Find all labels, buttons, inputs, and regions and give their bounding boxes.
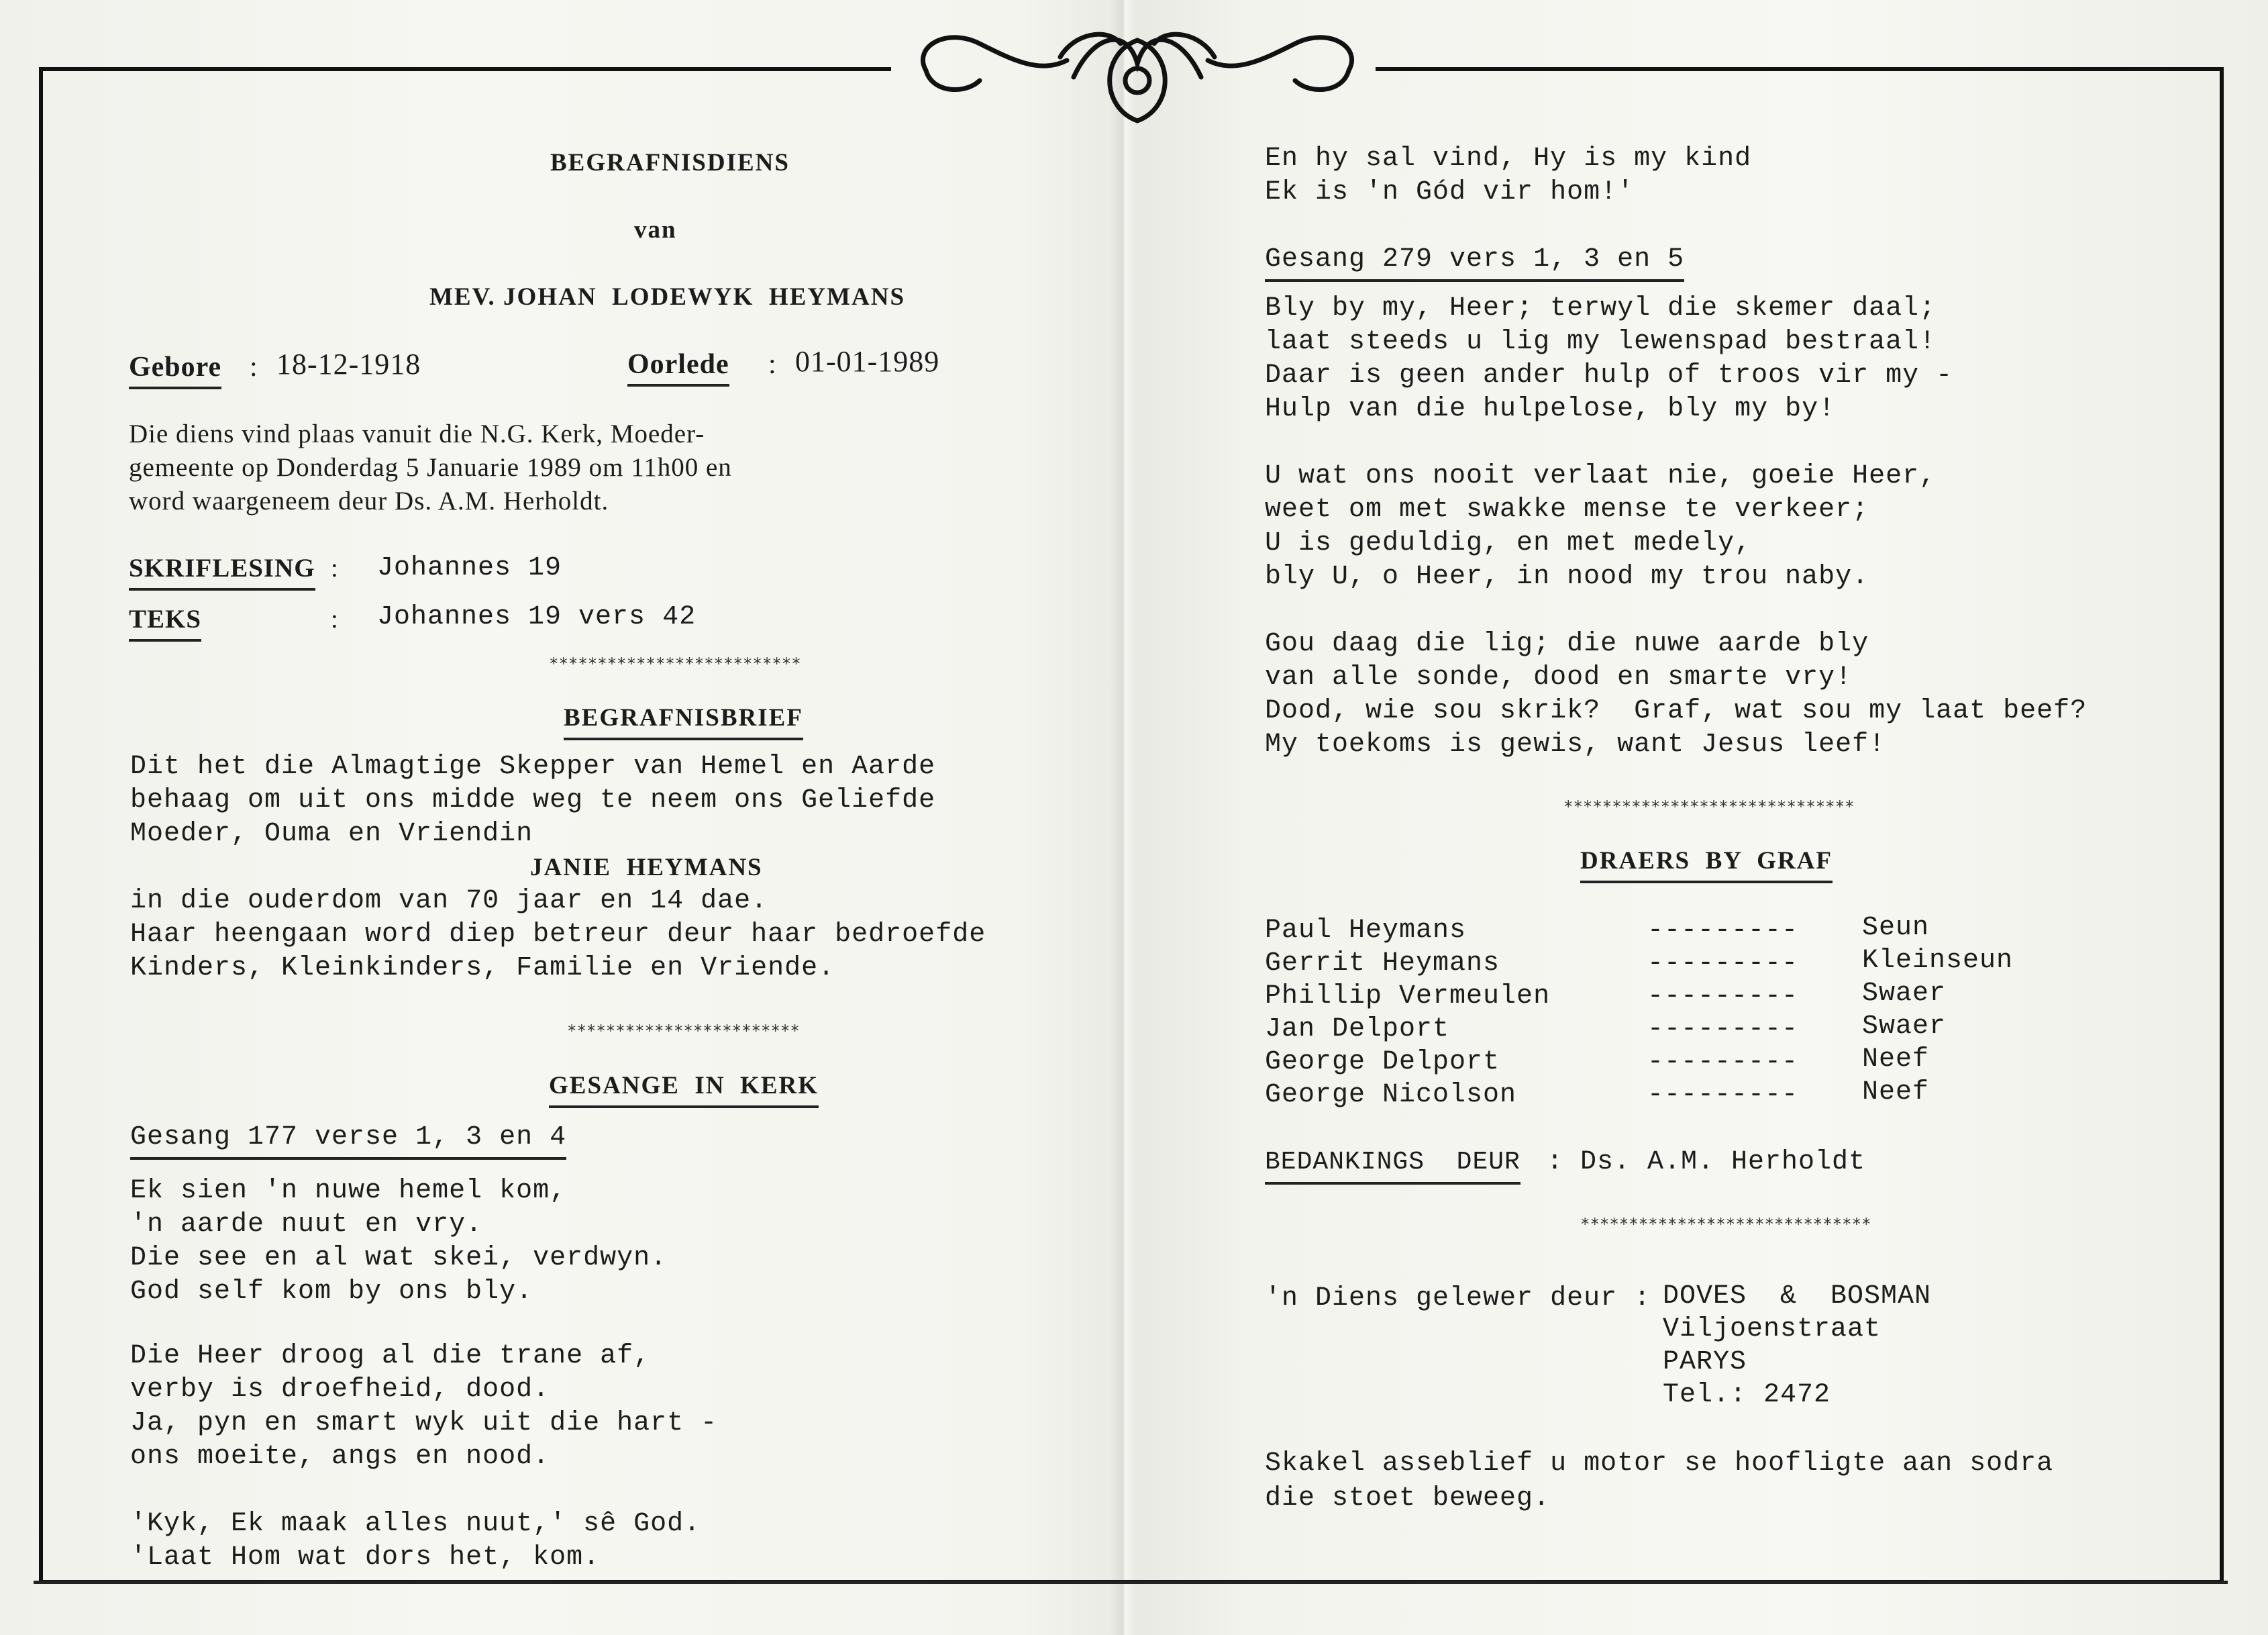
divider-stars-3: ****************************** — [1563, 797, 1855, 816]
bearer-relation: Neef — [1862, 1077, 1930, 1107]
letter-line-4: in die ouderdom van 70 jaar en 14 dae. — [130, 886, 768, 916]
bearer-relation: Neef — [1862, 1044, 1930, 1075]
letter-line-3: Moeder, Ouma en Vriendin — [130, 819, 533, 849]
hymn-cont-line-2: Ek is 'n Gód vir hom!' — [1265, 177, 1635, 207]
thanks-separator: : — [1547, 1147, 1564, 1177]
hymn-279-v3-line-1: Gou daag die lig; die nuwe aarde bly — [1265, 629, 1869, 659]
hymn-177-v2-line-3: Ja, pyn en smart wyk uit die hart - — [130, 1408, 718, 1438]
bottom-edge-line — [34, 1581, 2228, 1584]
hymn-279-v1-line-1: Bly by my, Heer; terwyl die skemer daal; — [1265, 293, 1937, 324]
hymn-177-v1-line-4: God self kom by ons bly. — [130, 1277, 533, 1307]
bearer-dash: --------- — [1647, 1080, 1799, 1110]
service-line-2: gemeente op Donderdag 5 Januarie 1989 om 11h00 en — [129, 453, 732, 482]
hymn-279-v2-line-2: weet om met swakke mense te verkeer; — [1265, 495, 1869, 525]
hymn-177-v2-line-2: verby is droefheid, dood. — [130, 1375, 550, 1405]
van-label: van — [634, 216, 677, 244]
bearers-heading: DRAERS BY GRAF — [1580, 844, 1833, 883]
hymn-279-v1-line-4: Hulp van die hulpelose, bly my by! — [1265, 394, 1836, 424]
bearer-name: George Delport — [1265, 1047, 1500, 1077]
undertaker-line-4: Tel.: 2472 — [1663, 1380, 1831, 1410]
hymn-177-v1-line-3: Die see en al wat skei, verdwyn. — [130, 1243, 668, 1273]
thanks-value: Ds. A.M. Herholdt — [1580, 1147, 1866, 1177]
hymn-177-v1-line-2: 'n aarde nuut en vry. — [130, 1209, 483, 1240]
letter-line-6: Kinders, Kleinkinders, Familie en Vriende. — [130, 953, 835, 983]
bearer-name: Paul Heymans — [1265, 915, 1467, 946]
reading-label: SKRIFLESING — [129, 552, 315, 591]
bearer-relation: Kleinseun — [1862, 946, 2014, 976]
hymn-177-v3-line-2: 'Laat Hom wat dors het, kom. — [130, 1542, 601, 1573]
letter-line-5: Haar heengaan word diep betreur deur haar bedroefde — [130, 920, 986, 950]
letter-line-2: behaag om uit ons midde weg te neem ons Geliefde — [130, 785, 936, 815]
deceased-name: JANIE HEYMANS — [530, 854, 763, 881]
service-by-label: 'n Diens gelewer deur : — [1265, 1283, 1651, 1314]
reading-separator: : — [331, 554, 339, 583]
hymn-177-v3-line-1: 'Kyk, Ek maak alles nuut,' sê God. — [130, 1509, 701, 1539]
bearer-name: Gerrit Heymans — [1265, 948, 1500, 979]
bearer-relation: Swaer — [1862, 1011, 1947, 1042]
hymn-279-v3-line-4: My toekoms is gewis, want Jesus leef! — [1265, 730, 1886, 760]
hymn-cont-line-1: En hy sal vind, Hy is my kind — [1265, 144, 1752, 174]
hymn-177-title: Gesang 177 verse 1, 3 en 4 — [130, 1121, 566, 1160]
songs-heading: GESANGE IN KERK — [549, 1069, 819, 1108]
text-separator: : — [331, 605, 339, 634]
bearer-dash: --------- — [1647, 1014, 1799, 1044]
undertaker-line-3: PARYS — [1663, 1347, 1747, 1377]
born-label: Gebore — [129, 350, 221, 389]
hymn-177-v1-line-1: Ek sien 'n nuwe hemel kom, — [130, 1176, 567, 1206]
hymn-279-v1-line-2: laat steeds u lig my lewenspad bestraal! — [1265, 327, 1937, 357]
bearer-name: George Nicolson — [1265, 1080, 1517, 1110]
letter-heading: BEGRAFNISBRIEF — [564, 701, 803, 740]
hymn-279-v2-line-4: bly U, o Heer, in nood my trou naby. — [1265, 562, 1869, 592]
closing-line-1: Skakel asseblief u motor se hoofligte aan sodra — [1265, 1448, 2054, 1479]
hymn-279-title: Gesang 279 vers 1, 3 en 5 — [1265, 243, 1684, 282]
bearer-dash: --------- — [1647, 981, 1799, 1011]
died-date: 01-01-1989 — [795, 345, 940, 378]
bearer-dash: --------- — [1647, 1047, 1799, 1077]
hymn-279-v1-line-3: Daar is geen ander hulp of troos vir my - — [1265, 360, 1953, 391]
text-value: Johannes 19 vers 42 — [377, 602, 697, 632]
undertaker-line-2: Viljoenstraat — [1663, 1314, 1882, 1344]
divider-stars-4: ****************************** — [1580, 1215, 1871, 1234]
closing-line-2: die stoet beweeg. — [1265, 1483, 1551, 1514]
hymn-177-v2-line-4: ons moeite, angs en nood. — [130, 1442, 550, 1472]
deceased-full-name: MEV. JOHAN LODEWYK HEYMANS — [429, 283, 906, 311]
died-label: Oorlede — [627, 348, 729, 387]
born-date: 18-12-1918 — [276, 348, 421, 381]
hymn-279-v3-line-2: van alle sonde, dood en smarte vry! — [1265, 662, 1853, 693]
ornament-flourish — [906, 13, 1369, 128]
service-line-1: Die diens vind plaas vanuit die N.G. Kerk, Moeder- — [129, 419, 705, 448]
bearer-dash: --------- — [1647, 915, 1799, 946]
divider-stars-1: ************************** — [549, 654, 801, 673]
bearer-name: Jan Delport — [1265, 1014, 1450, 1044]
bearer-name: Phillip Vermeulen — [1265, 981, 1551, 1011]
hymn-279-v3-line-3: Dood, wie sou skrik? Graf, wat sou my laat beef? — [1265, 696, 2087, 726]
undertaker-line-1: DOVES & BOSMAN — [1663, 1281, 1932, 1311]
service-title: BEGRAFNISDIENS — [550, 149, 790, 177]
bearer-relation: Swaer — [1862, 979, 1947, 1009]
reading-value: Johannes 19 — [377, 553, 562, 583]
text-label: TEKS — [129, 603, 201, 642]
letter-line-1: Dit het die Almagtige Skepper van Hemel en Aarde — [130, 752, 936, 782]
hymn-279-v2-line-3: U is geduldig, en met medely, — [1265, 528, 1752, 558]
died-separator: : — [768, 349, 777, 380]
thanks-label: BEDANKINGS DEUR — [1265, 1146, 1520, 1185]
born-separator: : — [250, 352, 258, 383]
divider-stars-2: ************************ — [567, 1022, 800, 1040]
hymn-279-v2-line-1: U wat ons nooit verlaat nie, goeie Heer, — [1265, 461, 1937, 491]
hymn-177-v2-line-1: Die Heer droog al die trane af, — [130, 1341, 651, 1371]
bearer-relation: Seun — [1862, 913, 1930, 943]
bearer-dash: --------- — [1647, 948, 1799, 979]
service-line-3: word waargeneem deur Ds. A.M. Herholdt. — [129, 487, 609, 515]
